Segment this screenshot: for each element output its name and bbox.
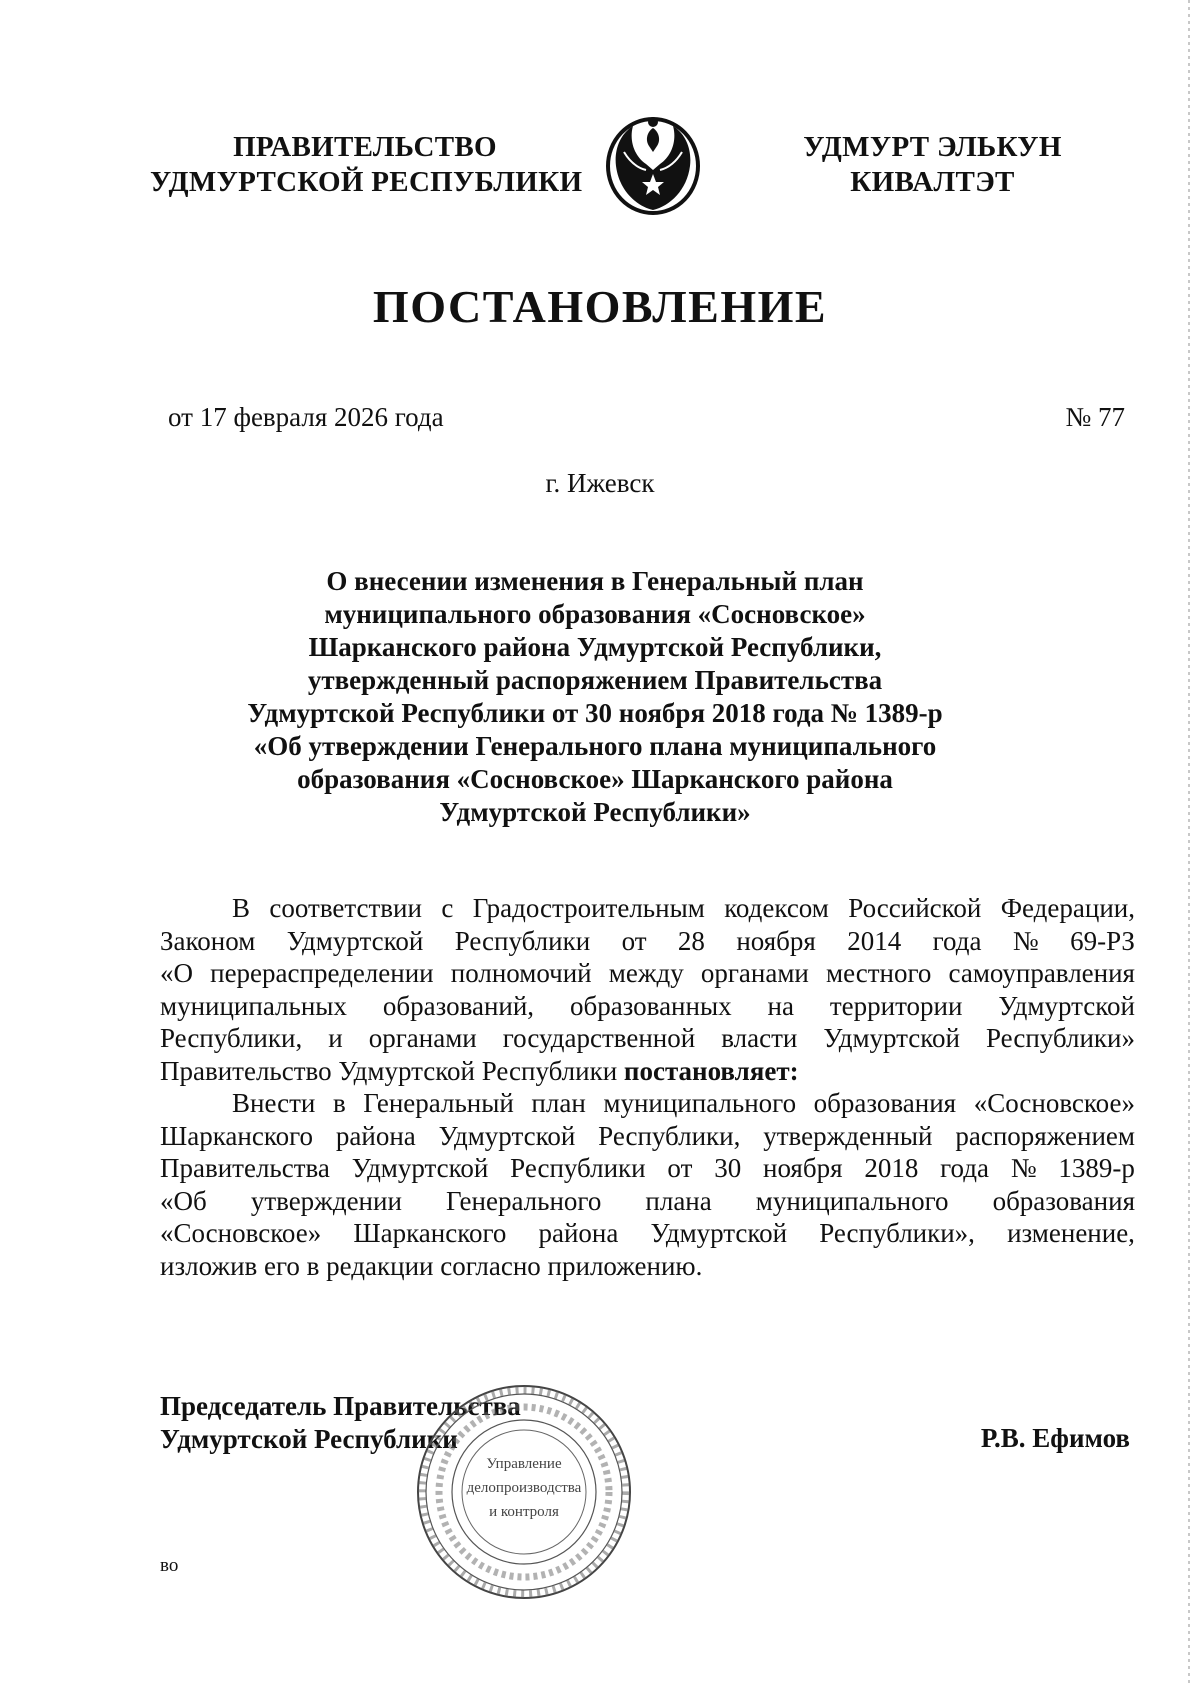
stamp-center-line-2: делопроизводства [466, 1480, 582, 1496]
document-subject [230, 565, 960, 829]
document-city: г. Ижевск [545, 468, 655, 498]
header-right-line-1: УДМУРТ ЭЛЬКУН [803, 131, 1062, 163]
document-date: от 17 февраля 2026 года [168, 402, 444, 432]
header-right [800, 130, 1065, 200]
body-line: муниципальных образований, образованных на территории Удмуртской [160, 990, 1135, 1021]
stamp-center-line-1: Управление [486, 1456, 562, 1472]
body-line: В соответствии с Градостроительным кодексом Российской Федерации, [232, 893, 1135, 923]
body-line: «Сосновское» Шарканского района Удмуртской Республики», изменение, [160, 1218, 1135, 1248]
body-line-last [160, 1055, 1135, 1088]
official-stamp [412, 1380, 636, 1604]
body-bold-verb: постановляет: [623, 1055, 799, 1086]
body-line: Шарканского района Удмуртской Республики, утвержденный распоряжением [160, 1120, 1135, 1151]
header-right-line-2: КИВАЛТЭТ [850, 166, 1015, 198]
scan-edge-marks [1188, 0, 1190, 1686]
document-title: ПОСТАНОВЛЕНИЕ [372, 281, 828, 332]
subject-line: муниципального образования «Сосновское» [324, 599, 866, 629]
document-number: № 77 [1065, 402, 1125, 432]
stamp-center-line-3: и контроля [489, 1504, 559, 1520]
header-left-line-1: ПРАВИТЕЛЬСТВО [233, 131, 497, 163]
subject-line: «Об утверждении Генерального плана муниципального [253, 731, 937, 761]
document-body [160, 892, 1135, 1282]
subject-line: утвержденный распоряжением Правительства [307, 665, 883, 695]
subject-line: Шарканского района Удмуртской Республики, [308, 632, 882, 662]
subject-line: Удмуртской Республики от 30 ноября 2018 года № 1389-р [247, 698, 943, 728]
subject-line: О внесении изменения в Генеральный план [326, 566, 864, 596]
signatory-role-line-1: Председатель Правительства [160, 1391, 521, 1421]
executor-initials: во [160, 1555, 179, 1576]
body-line: Законом Удмуртской Республики от 28 ноября 2014 года № 69-РЗ [160, 925, 1135, 956]
signatory-role-line-2: Удмуртской Республики [160, 1424, 458, 1454]
body-line: «О перераспределении полномочий между органами местного самоуправления [160, 958, 1135, 988]
body-line: Правительства Удмуртской Республики от 30 ноября 2018 года № 1389-р [160, 1153, 1135, 1183]
body-text: Правительство Удмуртской Республики [160, 1055, 618, 1086]
subject-line: Удмуртской Республики» [439, 797, 751, 827]
body-line: «Об утверждении Генерального плана муниципального образования [160, 1185, 1135, 1216]
subject-line: образования «Сосновское» Шарканского района [297, 764, 893, 794]
coat-of-arms-emblem [600, 112, 706, 216]
header-left [150, 130, 583, 200]
body-line-last: изложив его в редакции согласно приложению. [160, 1250, 703, 1281]
signatory-name: Р.В. Ефимов [980, 1423, 1130, 1453]
header-left-line-2: УДМУРТСКОЙ РЕСПУБЛИКИ [150, 166, 583, 198]
body-line: Республики, и органами государственной власти Удмуртской Республики» [160, 1023, 1135, 1053]
body-line: Внести в Генеральный план муниципального образования «Сосновское» [232, 1088, 1135, 1118]
